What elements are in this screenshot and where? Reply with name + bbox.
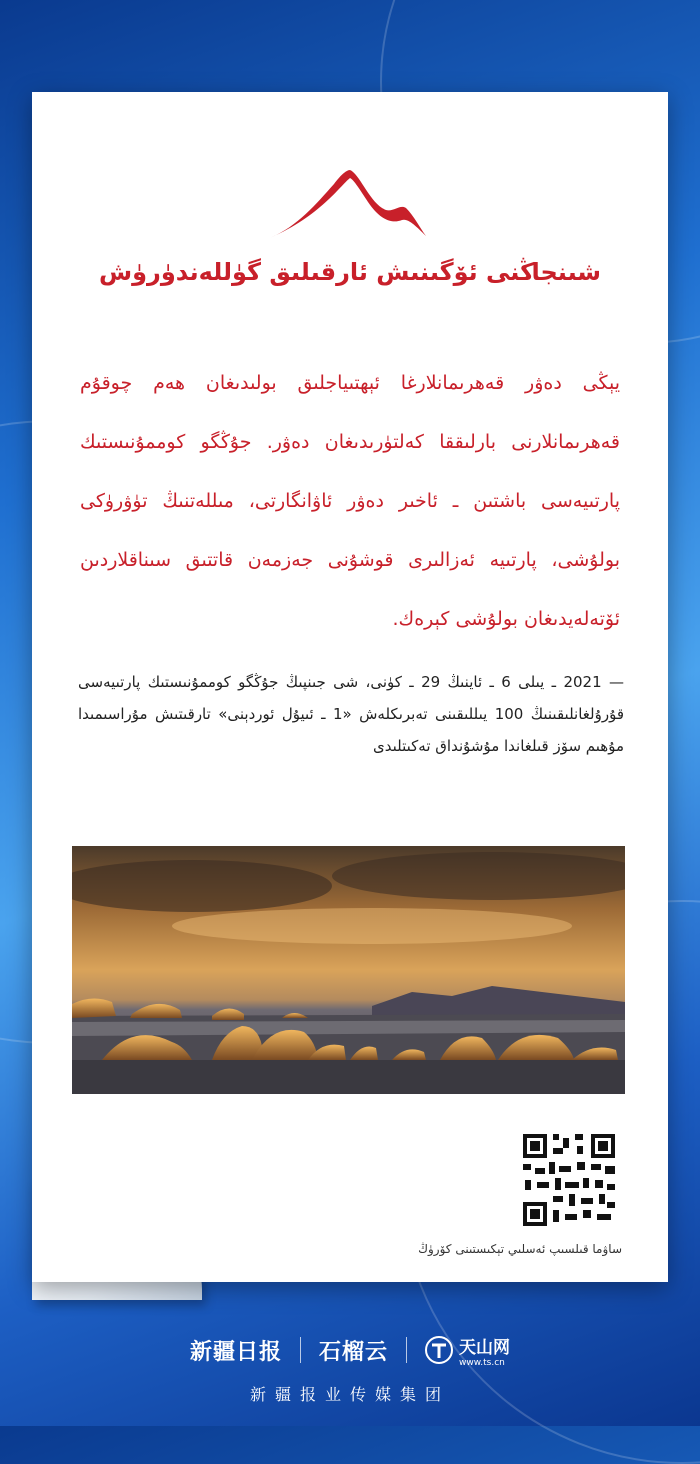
landscape-photo	[72, 846, 625, 1094]
qr-code-icon[interactable]	[519, 1130, 619, 1230]
tianshan-net-logo	[425, 1333, 510, 1368]
ts-brand-name: 天山网	[459, 1337, 511, 1358]
page-title: شىنجاڭنى ئۆگىنىش ئارقىلىق گۈللەندۈرۈش	[99, 258, 601, 286]
mountain-logo-icon	[268, 164, 428, 246]
xinjiang-daily-logo: 新疆日报	[189, 1338, 282, 1365]
shiliuyun-logo: 石榴云	[319, 1338, 389, 1365]
quote-source: — 2021 ـ يىلى 6 ـ ئاينىڭ 29 ـ كۈنى، شى جىنپىڭ جۇڭگو كوممۇنىستىك پارتىيەسى قۇرۇلغانلىقىنىڭ 100 يىللىقىنى تەبرىكلەش «1 ـ ئىيۇل ئوردېنى» تارقىتىش مۇراسىمىدا مۇھىم سۆز قىلغاندا مۇشۇنداق تەكىتلىدى	[78, 673, 625, 755]
ts-news-icon	[425, 1336, 453, 1364]
footer-group-name: 新疆报业传媒集团	[249, 1385, 450, 1404]
divider	[406, 1337, 407, 1363]
divider	[300, 1337, 301, 1363]
quote-text: يېڭى دەۋر قەھرىمانلارغا ئېھتىياجلىق بولىدىغان ھەم چوقۇم قەھرىمانلارنى بارلىققا كەلتۈرىدىغان دەۋر. جۇڭگو كوممۇنىستىك پارتىيەسى باشتىن ـ ئاخىر دەۋر ئاۋانگارتى، مىللەتنىڭ تۈۋرۈكى بولۇشى، پارتىيە ئەزالىرى قوشۇنى جەزمەن قاتتىق سىناقلاردىن ئۆتەلەيدىغان بولۇشى كېرەك.	[80, 372, 620, 630]
ts-brand-url: www.ts.cn	[459, 1357, 505, 1368]
footer-logos	[0, 1332, 700, 1368]
qr-caption: ساۋما قىلسىپ ئەسلىي تېكىستىنى كۆرۈڭ	[418, 1242, 622, 1256]
